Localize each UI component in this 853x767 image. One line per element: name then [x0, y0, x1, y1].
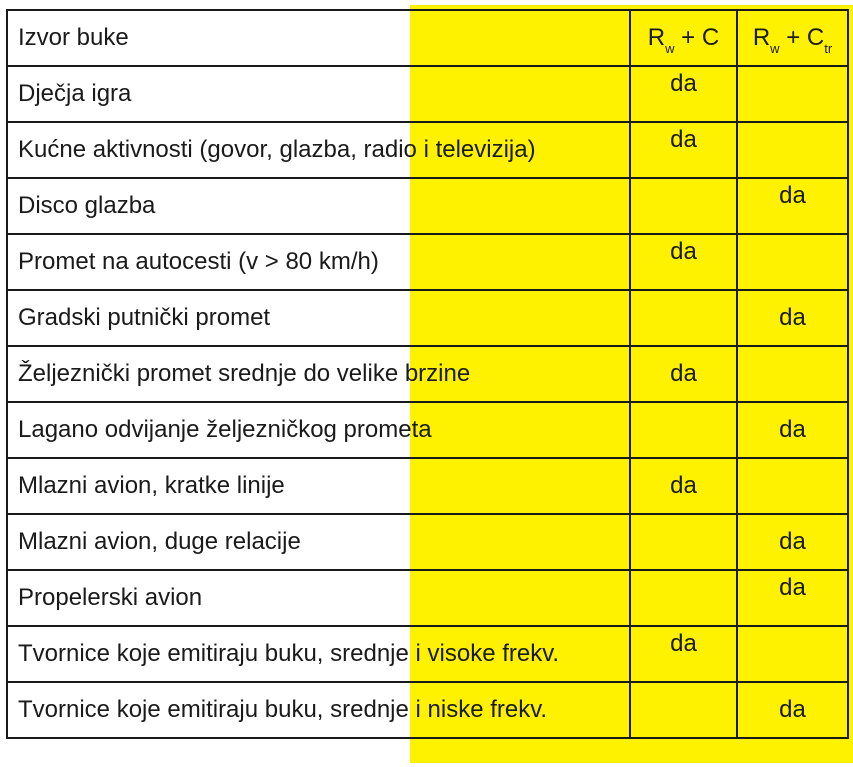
cell-rw-ctr [737, 122, 848, 178]
cell-rw-ctr: da [737, 682, 848, 738]
row-source: Propelerski avion [7, 570, 630, 626]
row-source: Promet na autocesti (v > 80 km/h) [7, 234, 630, 290]
cell-rw-c: da [630, 122, 737, 178]
cell-rw-c [630, 570, 737, 626]
row-source: Mlazni avion, kratke linije [7, 458, 630, 514]
header-rw-ctr: $R_w + C_{tr}$ [737, 10, 848, 66]
table-row [7, 402, 848, 458]
cell-rw-ctr: da [737, 178, 848, 234]
cell-rw-c: da [630, 346, 737, 402]
table-row [7, 178, 848, 234]
table-row [7, 122, 848, 178]
row-source: Tvornice koje emitiraju buku, srednje i niske frekv. [7, 682, 630, 738]
header-izvor-buke: Izvor buke [7, 10, 630, 66]
cell-rw-c [630, 178, 737, 234]
cell-rw-ctr: da [737, 402, 848, 458]
cell-rw-c [630, 682, 737, 738]
cell-rw-c: da [630, 234, 737, 290]
row-source: Lagano odvijanje željezničkog prometa [7, 402, 630, 458]
row-source: Gradski putnički promet [7, 290, 630, 346]
cell-rw-c: da [630, 626, 737, 682]
cell-rw-ctr [737, 626, 848, 682]
cell-rw-ctr [737, 66, 848, 122]
row-source: Željeznički promet srednje do velike brzine [7, 346, 630, 402]
cell-rw-c [630, 514, 737, 570]
table-row [7, 682, 848, 738]
table-row [7, 570, 848, 626]
cell-rw-ctr [737, 234, 848, 290]
cell-rw-c [630, 290, 737, 346]
header-rw-c: $R_w + C$ [630, 10, 737, 66]
cell-rw-c [630, 402, 737, 458]
cell-rw-ctr: da [737, 570, 848, 626]
cell-rw-ctr [737, 458, 848, 514]
table-row [7, 234, 848, 290]
table-header-row [7, 10, 848, 66]
row-source: Kućne aktivnosti (govor, glazba, radio i televizija) [7, 122, 630, 178]
row-source: Tvornice koje emitiraju buku, srednje i visoke frekv. [7, 626, 630, 682]
table-row [7, 66, 848, 122]
cell-rw-ctr [737, 346, 848, 402]
row-source: Mlazni avion, duge relacije [7, 514, 630, 570]
cell-rw-ctr: da [737, 514, 848, 570]
row-source: Disco glazba [7, 178, 630, 234]
table-row [7, 290, 848, 346]
table-row [7, 346, 848, 402]
cell-rw-c: da [630, 66, 737, 122]
cell-rw-c: da [630, 458, 737, 514]
table-row [7, 626, 848, 682]
table-row [7, 458, 848, 514]
noise-source-table [6, 9, 849, 739]
row-source: Dječja igra [7, 66, 630, 122]
table-row [7, 514, 848, 570]
cell-rw-ctr: da [737, 290, 848, 346]
